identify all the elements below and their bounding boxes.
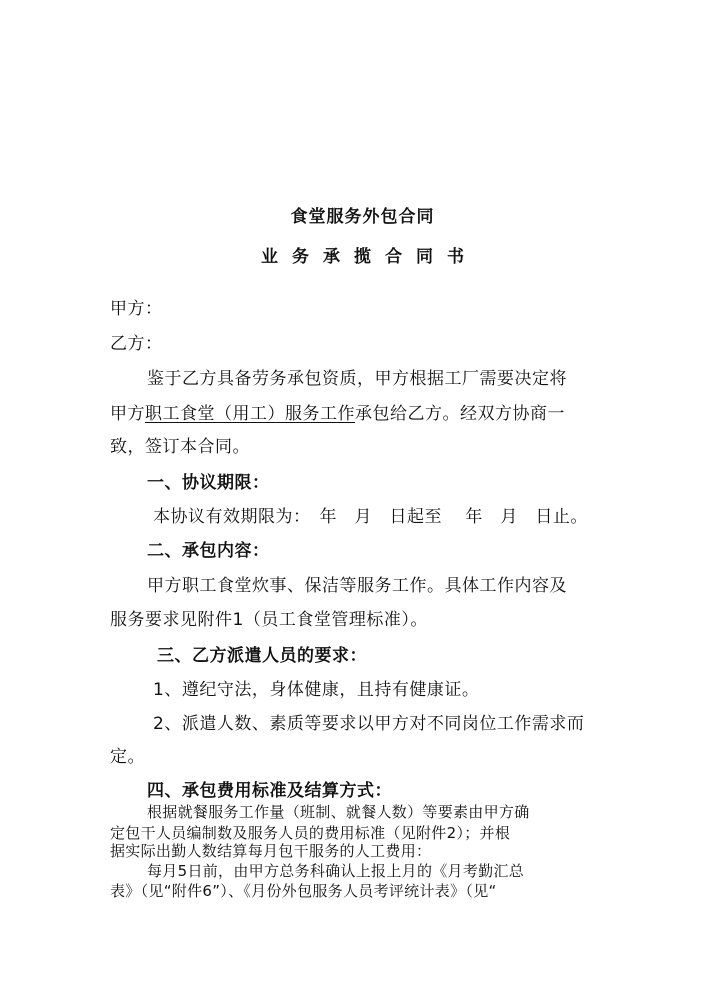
intro-line-2-prefix: 甲方 — [110, 404, 145, 424]
section-3-item-2-line-2: 定。 — [110, 747, 145, 767]
section-3-item-1: 1、遵纪守法，身体健康，且持有健康证。 — [153, 680, 480, 700]
section-4-heading: 四、承包费用标准及结算方式： — [147, 781, 392, 801]
section-4-line-4: 每月5日前，由甲方总务科确认上报上月的《月考勤汇总 — [147, 862, 525, 880]
section-2-heading: 二、承包内容： — [147, 541, 270, 561]
party-a-label: 甲方： — [110, 299, 163, 319]
section-4-line-2: 定包干人员编制数及服务人员的费用标准（见附件2）；并根 — [110, 824, 511, 842]
section-4-line-1: 根据就餐服务工作量（班制、就餐人数）等要素由甲方确 — [147, 803, 530, 821]
section-1-heading: 一、协议期限： — [147, 473, 270, 493]
intro-line-3: 致，签订本合同。 — [110, 437, 250, 457]
section-2-line-2: 服务要求见附件1（员工食堂管理标准）。 — [110, 610, 428, 630]
section-3-item-2-line-1: 2、派遣人数、素质等要求以甲方对不同岗位工作需求而 — [153, 714, 585, 734]
intro-line-2 — [110, 403, 565, 425]
section-2-line-1: 甲方职工食堂炊事、保洁等服务工作。具体工作内容及 — [147, 576, 567, 596]
section-3-heading: 三、乙方派遣人员的要求： — [157, 646, 367, 666]
document-title: 食堂服务外包合同 — [290, 207, 435, 227]
party-b-label: 乙方： — [110, 334, 163, 354]
intro-line-2-suffix: 承包给乙方。经双方协商一 — [355, 404, 565, 424]
section-1-body: 本协议有效期限为： 年 月 日起至 年 月 日止。 — [153, 507, 588, 527]
intro-line-2-underlined: 职工食堂（用工）服务工作 — [145, 404, 355, 424]
section-4-line-3: 据实际出勤人数结算每月包干服务的人工费用： — [110, 842, 432, 860]
intro-line-1: 鉴于乙方具备劳务承包资质，甲方根据工厂需要决定将 — [147, 369, 567, 389]
section-4-line-5: 表》（见“附件6”）、《月份外包服务人员考评统计表》（见“ — [110, 882, 497, 900]
document-subtitle: 业务承揽合同书 — [261, 247, 478, 267]
